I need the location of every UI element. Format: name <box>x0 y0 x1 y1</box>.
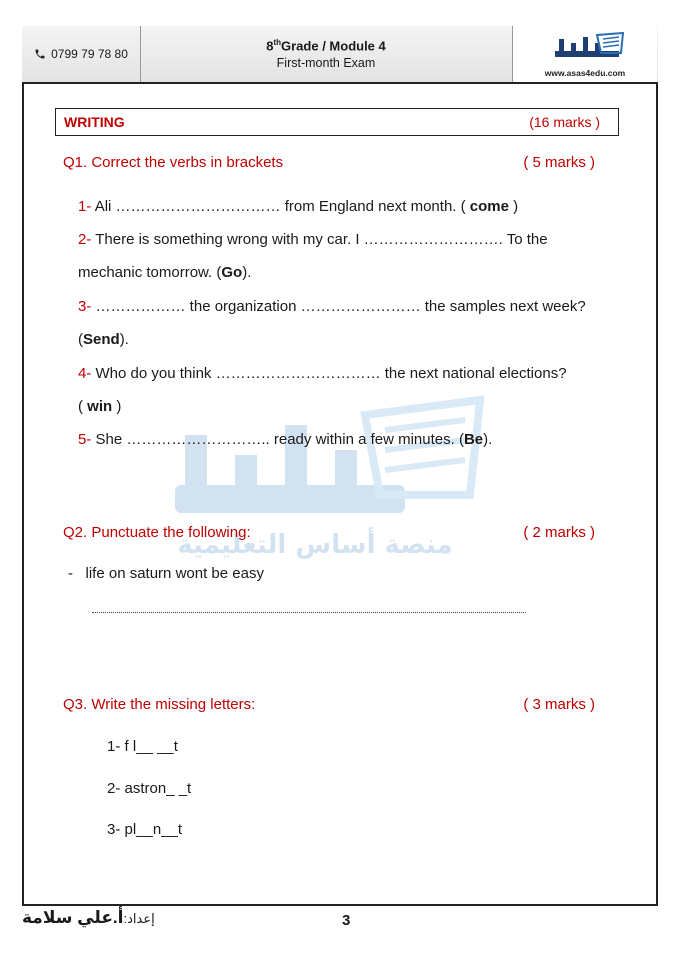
q3-heading <box>63 696 595 713</box>
q1-item-1: 1- Ali …………………………… from England next month. ( come ) <box>78 198 519 215</box>
q3-item-2: 2- astron_ _t <box>107 780 192 797</box>
q3-item-3: 3- pl__n__t <box>107 821 183 838</box>
q2-sentence: - life on saturn wont be easy <box>68 565 264 582</box>
logo <box>512 26 657 82</box>
q2-title: Q2. Punctuate the following: <box>63 524 251 541</box>
q1-item-4: 4- Who do you think …………………………… the next national elections? <box>78 365 567 382</box>
phone-box <box>22 26 141 82</box>
writing-section-box <box>55 108 619 136</box>
writing-marks: (16 marks ) <box>529 114 600 130</box>
exam-title: First-month Exam <box>276 56 376 71</box>
header-title <box>140 26 512 82</box>
q1-item-3-cont: (Send). <box>78 331 129 348</box>
q1-heading <box>63 154 595 171</box>
asas-logo-icon <box>553 31 625 65</box>
q2-heading <box>63 524 595 541</box>
q3-marks: ( 3 marks ) <box>523 696 595 713</box>
q1-item-3: 3- ……………… the organization …………………… the samples next week? <box>78 298 586 315</box>
phone-number: 0799 79 78 80 <box>51 47 128 61</box>
grade-title: 8thGrade / Module 4 <box>266 37 386 54</box>
q1-title: Q1. Correct the verbs in brackets <box>63 154 284 171</box>
q2-answer-line[interactable] <box>92 602 526 613</box>
q3-item-1: 1- f l__ __t <box>107 738 178 755</box>
q2-marks: ( 2 marks ) <box>523 524 595 541</box>
q1-item-5: 5- She ……………………….. ready within a few minutes. (Be). <box>78 431 493 448</box>
q1-marks: ( 5 marks ) <box>523 154 595 171</box>
q1-item-2: 2- There is something wrong with my car. I ………………………. To the <box>78 231 548 248</box>
watermark-text: منصة أساس التعليمية <box>177 530 453 560</box>
phone-icon <box>34 48 46 60</box>
header-bar <box>22 26 658 84</box>
page-number: 3 <box>342 912 351 929</box>
q1-item-2-cont: mechanic tomorrow. (Go). <box>78 264 252 281</box>
logo-url: www.asas4edu.com <box>544 68 626 78</box>
footer-author: إعداد:أ.علي سلامة <box>22 908 155 927</box>
writing-label: WRITING <box>64 114 125 130</box>
q3-title: Q3. Write the missing letters: <box>63 696 256 713</box>
q1-item-4-cont: ( win ) <box>78 398 122 415</box>
